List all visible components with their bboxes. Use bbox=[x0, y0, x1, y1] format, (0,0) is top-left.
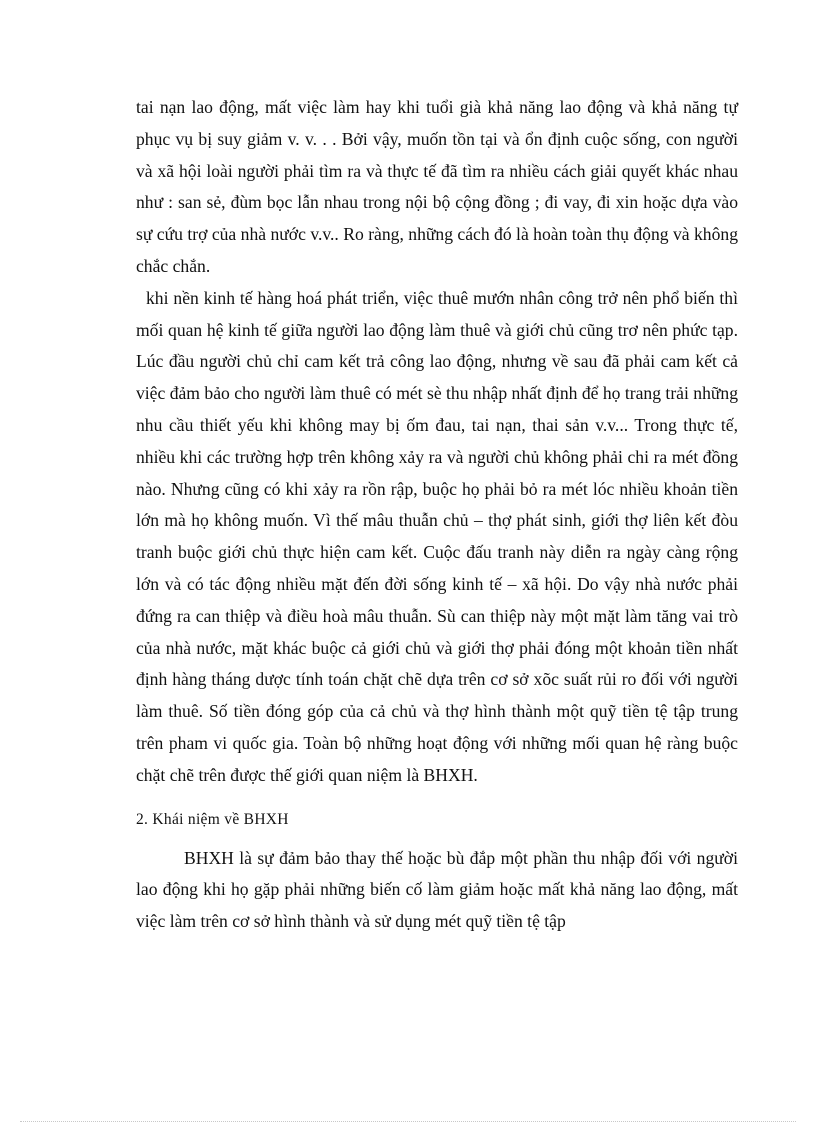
paragraph-3: BHXH là sự đảm bảo thay thế hoặc bù đắp một phần thu nhập đối với người lao động khi họ gặp phải những biến cố làm giảm hoặc mất khả năng lao động, mất việc làm trên cơ sở hình thành và sử dụng mét quỹ tiền tệ tập bbox=[136, 847, 738, 932]
document-body bbox=[136, 92, 738, 938]
page-bottom-divider bbox=[20, 1121, 796, 1122]
section-heading: 2. Khái niệm về BHXH bbox=[136, 810, 289, 828]
paragraph-1: tai nạn lao động, mất việc làm hay khi tuổi già khả năng lao động và khả năng tự phục vụ bị suy giảm v. v. . . Bởi vậy, muốn tồn tại và ổn định cuộc sống, con người và xã hội loài người phải tìm ra và thực tế đã tìm ra nhiều cách giải quyết khác nhau như : san sẻ, đùm bọc lẫn nhau trong nội bộ cộng đồng ; đi vay, đi xin hoặc dựa vào sự cứu trợ của nhà nước v.v.. Ro ràng, những cách đó là hoàn toàn thụ động và không chắc chắn. bbox=[136, 97, 738, 276]
paragraph-2: khi nền kinh tế hàng hoá phát triển, việc thuê mướn nhân công trở nên phổ biến thì mối quan hệ kinh tế giữa người lao động làm thuê và giới chủ cũng trơ nên phức tạp. Lúc đầu người chủ chỉ cam kết trả công lao động, nhưng về sau đã phải cam kết cả việc đảm bảo cho người làm thuê có mét sè thu nhập nhất định để họ trang trải những nhu cầu thiết yếu khi không may bị ốm đau, tai nạn, thai sản v.v... Trong thực tế, nhiều khi các trường hợp trên không xảy ra và người chủ không phải chi ra mét đồng nào. Nhưng cũng có khi xảy ra rồn rập, buộc họ phải bỏ ra mét lóc nhiều khoản tiền lớn mà họ không muốn. Vì thế mâu thuẫn chủ – thợ phát sinh, giới thợ liên kết đòu tranh buộc giới chủ thực hiện cam kết. Cuộc đấu tranh này diễn ra ngày càng rộng lớn và có tác động nhiều mặt đến đời sống kinh tế – xã hội. Do vậy nhà nước phải đứng ra can thiệp và điều hoà mâu thuẫn. Sù can thiệp này một mặt làm tăng vai trò của nhà nước, mặt khác buộc cả giới chủ và giới thợ phải đóng một khoản tiền nhất định hàng tháng dược tính toán chặt chẽ dựa trên cơ sở xõc suất rủi ro đối với người làm thuê. Số tiền đóng góp của cả chủ và thợ hình thành một quỹ tiền tệ tập trung trên pham vi quốc gia. Toàn bộ những hoạt động với những mối quan hệ ràng buộc chặt chẽ trên được thế giới quan niệm là BHXH. bbox=[136, 287, 738, 785]
